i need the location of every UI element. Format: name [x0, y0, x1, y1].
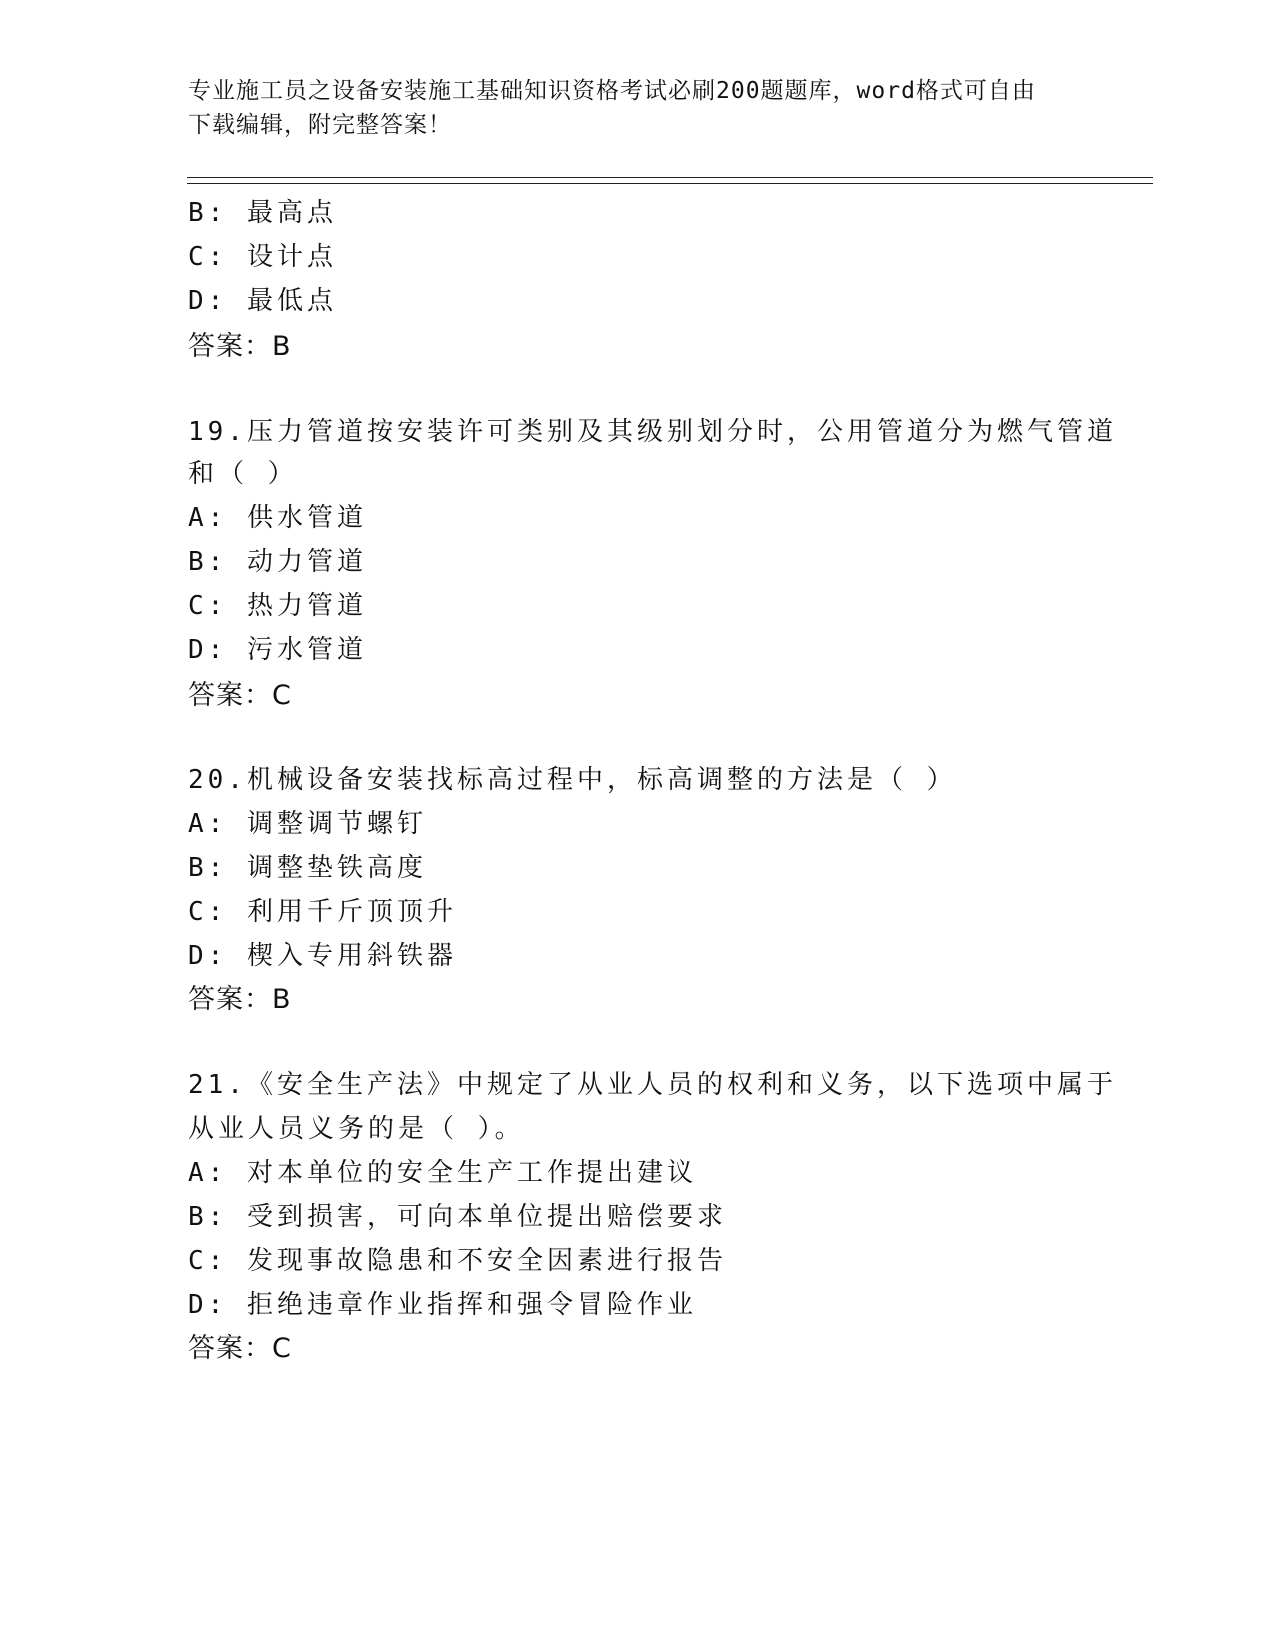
q19-stem-line-1: 19.压力管道按安装许可类别及其级别划分时，公用管道分为燃气管道: [188, 417, 1117, 447]
q20-option-b: B: 调整垫铁高度: [188, 853, 427, 883]
q20-option-a: A: 调整调节螺钉: [188, 809, 427, 839]
q18-option-c: C: 设计点: [188, 242, 337, 272]
q19-option-a: A: 供水管道: [188, 503, 367, 533]
q19-option-d: D: 污水管道: [188, 635, 367, 665]
q21-answer: 答案：C: [188, 1333, 292, 1364]
q20-option-d: D: 楔入专用斜铁器: [188, 941, 457, 971]
q21-option-c: C: 发现事故隐患和不安全因素进行报告: [188, 1246, 727, 1276]
header-title-line-2: 下载编辑，附完整答案！: [188, 112, 452, 138]
q21-option-b: B: 受到损害，可向本单位提出赔偿要求: [188, 1202, 727, 1232]
header-divider-bottom: [187, 183, 1153, 184]
q21-stem-line-2: 从业人员义务的是（ ）。: [188, 1114, 525, 1144]
q20-option-c: C: 利用千斤顶顶升: [188, 897, 457, 927]
q18-answer: 答案：B: [188, 331, 292, 362]
header-divider-top: [187, 177, 1153, 178]
q21-stem-line-1: 21.《安全生产法》中规定了从业人员的权利和义务，以下选项中属于: [188, 1070, 1117, 1100]
q21-option-a: A: 对本单位的安全生产工作提出建议: [188, 1158, 697, 1188]
q20-stem-line-1: 20.机械设备安装找标高过程中，标高调整的方法是（ ）: [188, 765, 957, 795]
q19-option-b: B: 动力管道: [188, 547, 367, 577]
page-header: [188, 74, 1088, 142]
q19-stem-line-2: 和（ ）: [188, 459, 298, 489]
q21-option-d: D: 拒绝违章作业指挥和强令冒险作业: [188, 1290, 697, 1320]
q18-option-d: D: 最低点: [188, 286, 337, 316]
header-title-line-1: 专业施工员之设备安装施工基础知识资格考试必刷200题题库，word格式可自由: [188, 78, 1036, 104]
q19-option-c: C: 热力管道: [188, 591, 367, 621]
q19-answer: 答案：C: [188, 680, 292, 711]
q18-option-b: B: 最高点: [188, 198, 337, 228]
q20-answer: 答案：B: [188, 984, 292, 1015]
